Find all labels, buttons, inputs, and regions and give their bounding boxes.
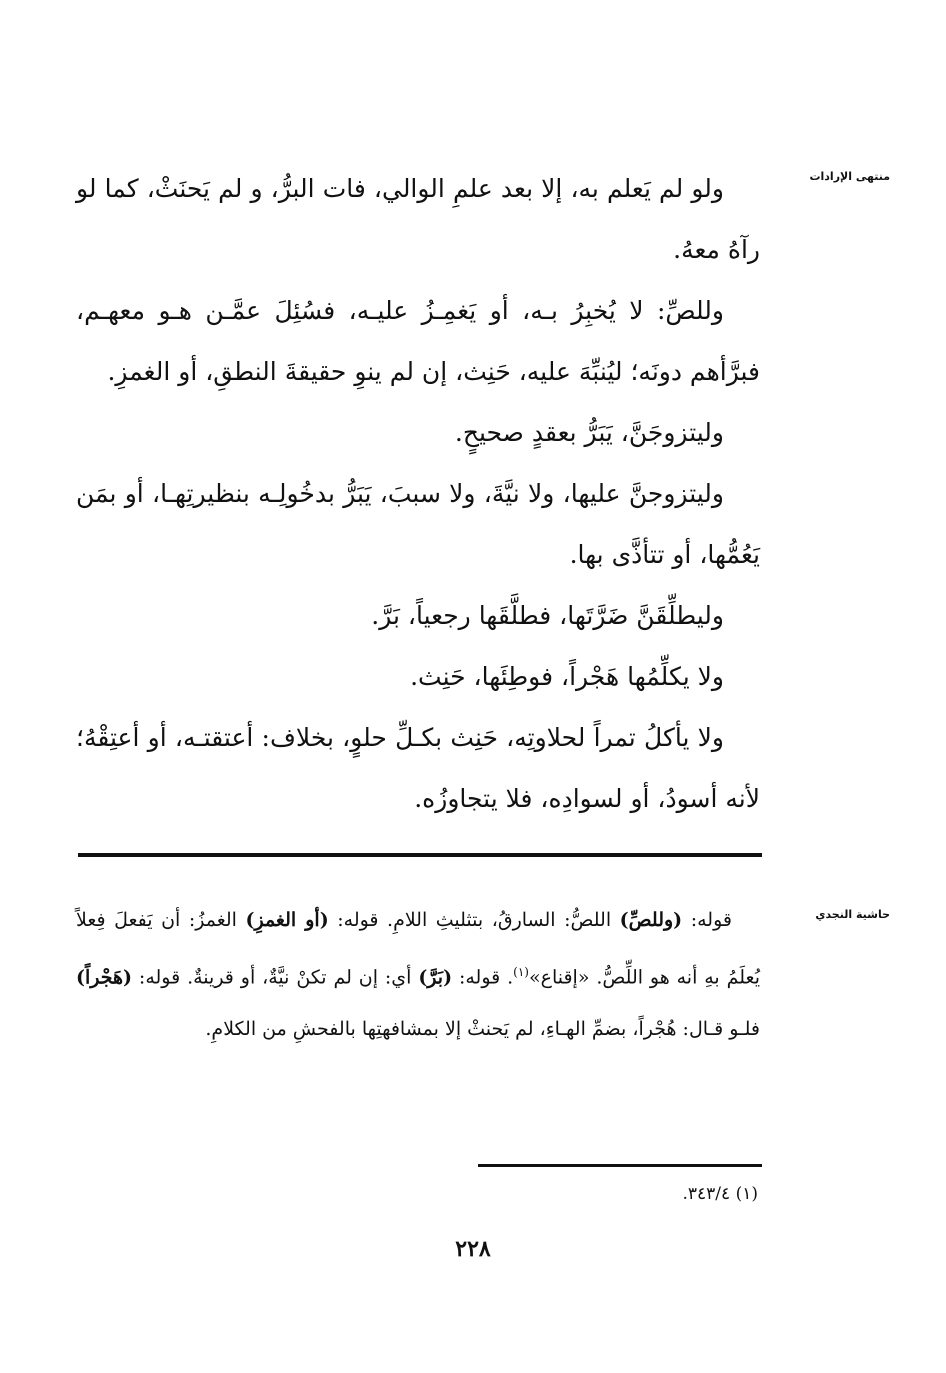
page-number: ٢٢٨	[455, 1236, 491, 1262]
main-paragraph: وليطلِّقَنَّ ضَرَّتَها، فطلَّقَها رجعياً، بَرَّ.	[371, 601, 724, 630]
hashiya-lemma: (وللصِّ)	[619, 909, 683, 931]
section-divider	[78, 853, 762, 857]
hashiya-lemma: (هَجْراً)	[76, 966, 133, 989]
main-paragraph: ولا يكلِّمُها هَجْراً، فوطِئَها، حَنِث.	[410, 662, 724, 691]
footnote-reference: (١)	[513, 965, 529, 979]
footnote: (١) ٣٤٣/٤.	[682, 1184, 758, 1204]
main-paragraph: وليتزوجَنَّ، يَبَرُّ بعقدٍ صحيحٍ.	[454, 418, 724, 447]
hashiya-segment: . قوله:	[452, 966, 514, 989]
footnote-divider	[478, 1164, 762, 1167]
hashiya-segment: قوله:	[682, 909, 732, 931]
main-paragraph: وللصِّ: لا يُخبِرُ بـه، أو يَغمِـزُ عليـه، فسُئِلَ عمَّـن هـو معهـم، فبرَّأهم دونَه؛ ليُنبِّهَ عليه، حَنِث، إن لم ينوِ حقيقةَ النطقِ، أو الغمزِ.	[76, 296, 760, 386]
hashiya-segment: أي: إن لم تكنْ نيَّةٌ، أو قرينةٌ. قوله:	[132, 966, 419, 989]
margin-label-main-text: منتهى الإرادات	[809, 170, 890, 183]
main-paragraph: ولا يأكلُ تمراً لحلاوتِه، حَنِث بكـلِّ حلوٍ، بخلاف: أعتقتـه، أو أعتِقْهُ؛ لأنه أسودُ، أو لسوادِه، فلا يتجاوزُه.	[76, 723, 760, 813]
hashiya-lemma: (أو الغمزِ)	[245, 909, 329, 931]
main-text	[76, 158, 760, 829]
hashiya-commentary	[76, 894, 760, 1055]
hashiya-segment: اللصُّ: السارقُ، بتثليثِ اللامِ. قوله:	[328, 909, 620, 931]
hashiya-segment: الغمزُ: أن يَفعلَ فِعلاً يُعلَمُ بهِ أنه هو اللِّصُّ. «إقناع»	[76, 909, 760, 989]
margin-label-hashiya: حاشية النجدي	[815, 908, 890, 921]
hashiya-segment: فلـو قـال: هُجْراً، بضمِّ الهـاءِ، لم يَحنثْ إلا بمشافهتِها بالفحشِ من الكلامِ.	[205, 1018, 760, 1041]
main-paragraph: ولو لم يَعلم به، إلا بعد علمِ الوالي، فات البرُّ، و لم يَحنَثْ، كما لو رآهُ معهُ.	[76, 174, 760, 264]
hashiya-lemma: (بَرَّ)	[418, 966, 453, 989]
main-paragraph: وليتزوجنَّ عليها، ولا نيَّةَ، ولا سببَ، يَبَرُّ بدخُولِـه بنظيرتِهـا، أو بمَن يَعُمُّها، أو تتأذَّى بها.	[76, 479, 760, 569]
hashiya-paragraph	[76, 894, 760, 1055]
